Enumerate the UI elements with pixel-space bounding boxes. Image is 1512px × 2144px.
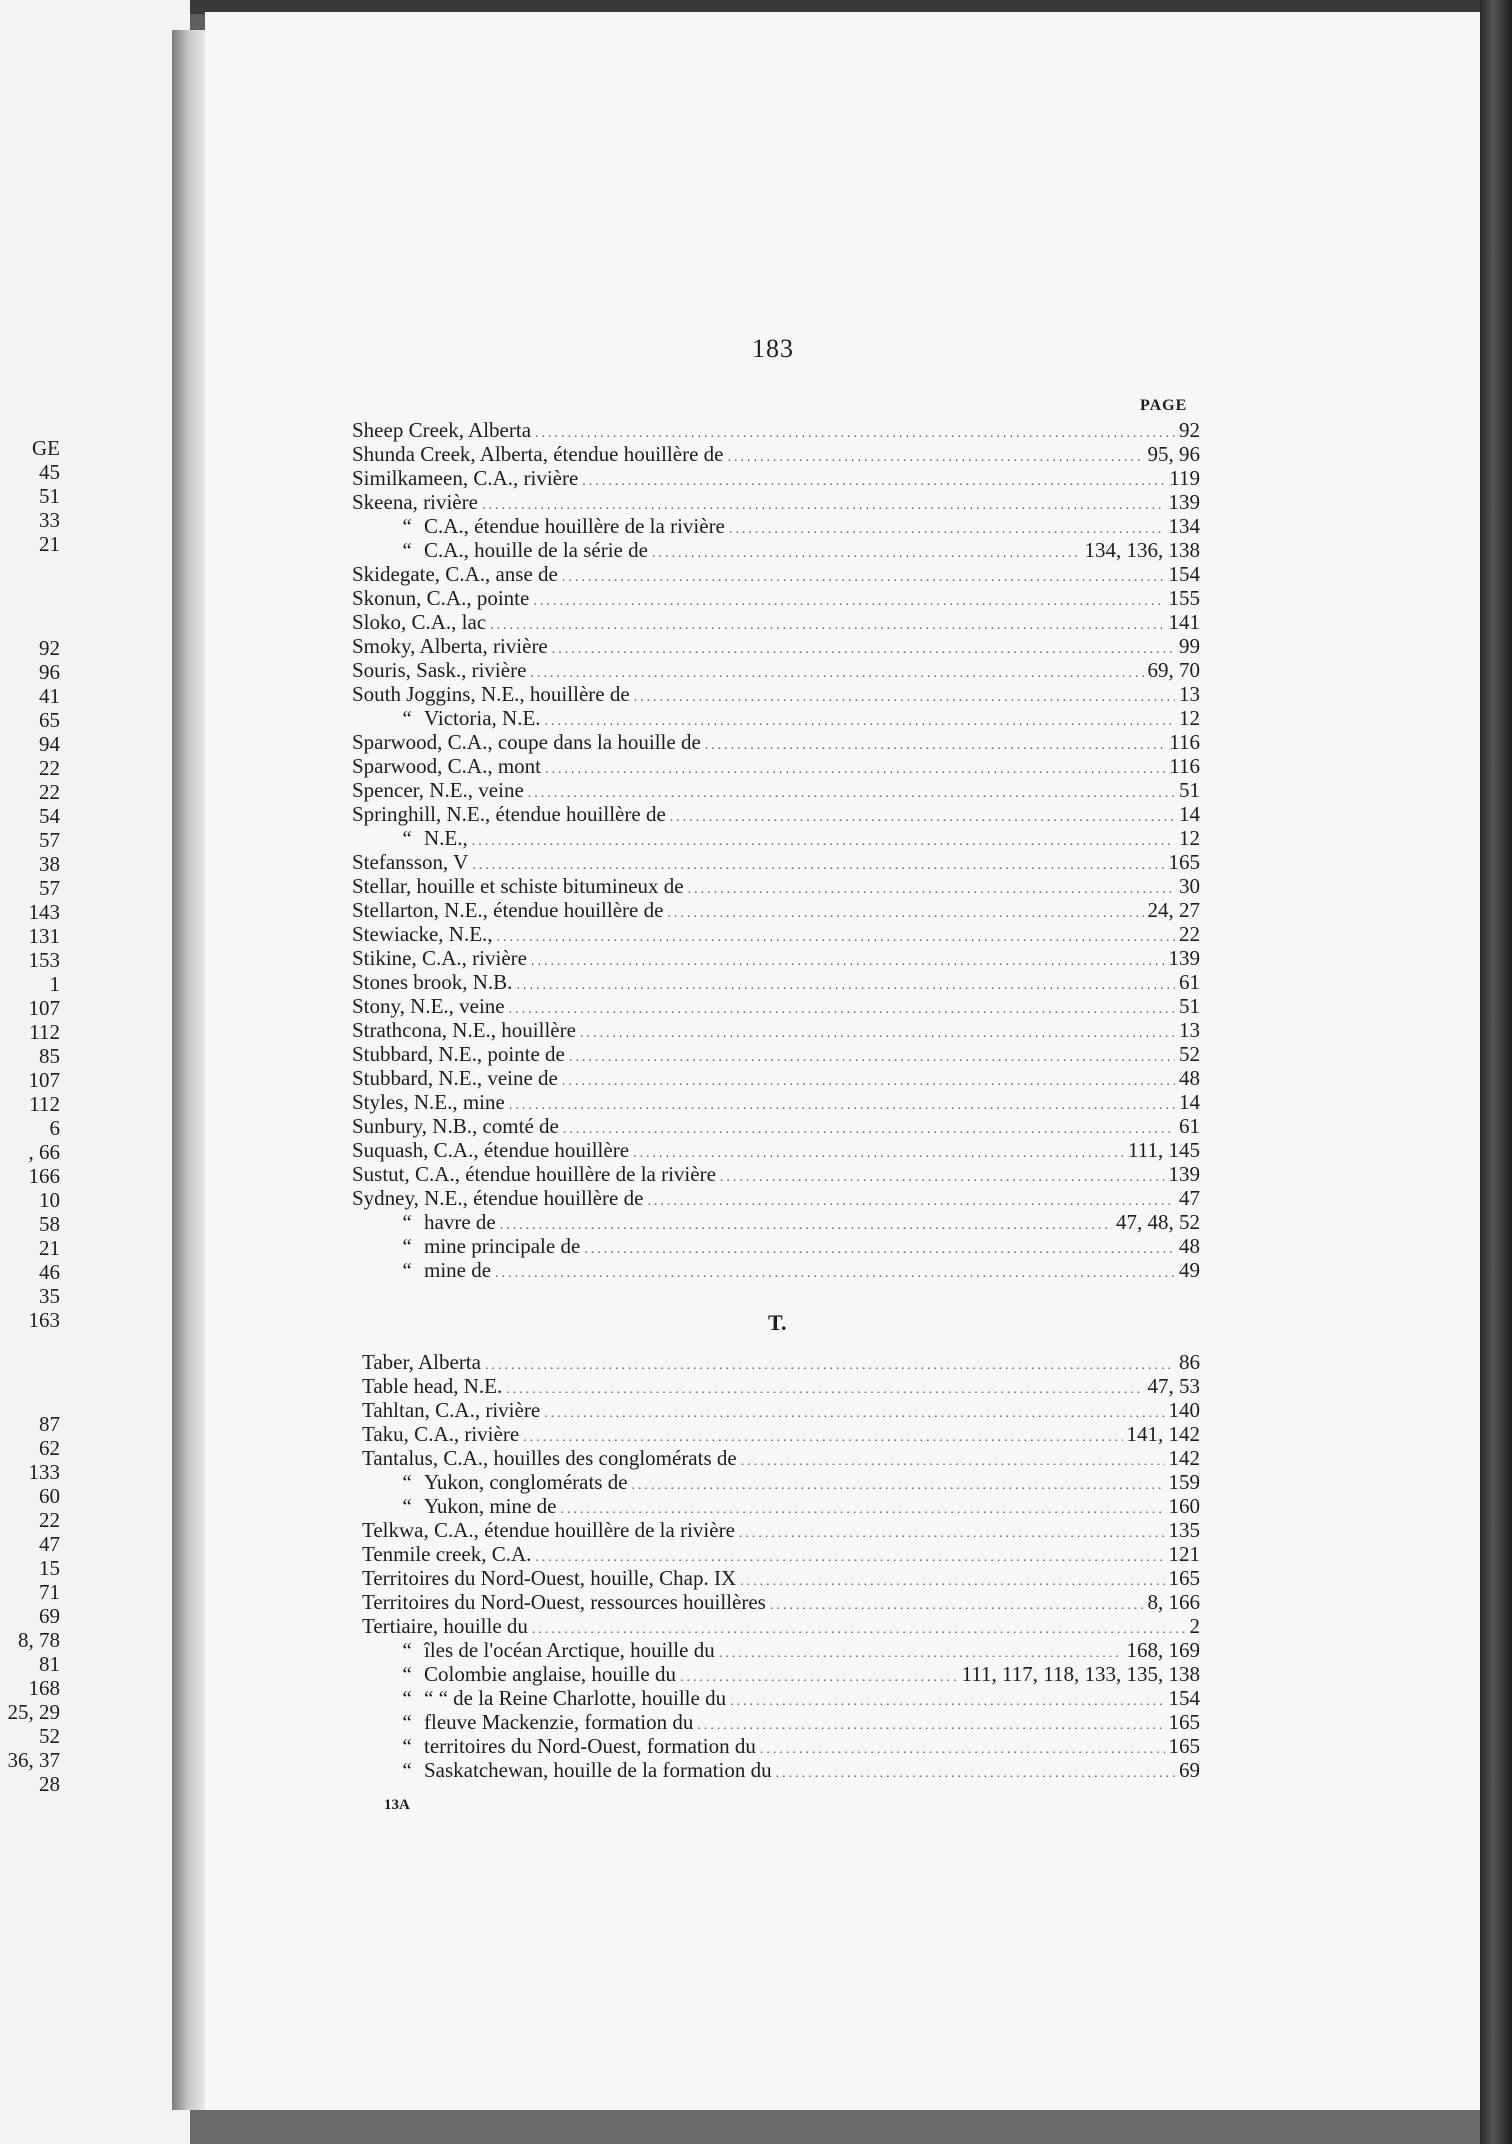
entry-text: Skeena, rivière [352, 490, 478, 514]
index-entry [352, 874, 1200, 898]
left-page-number: 15 [39, 1556, 60, 1580]
index-entry [362, 1374, 1200, 1398]
page-number: 183 [752, 334, 794, 363]
index-entry [352, 1114, 1200, 1138]
index-entry-pages: 141 [1168, 610, 1200, 634]
index-entry-pages: 14 [1179, 1090, 1200, 1114]
left-page-number: 35 [39, 1284, 60, 1308]
index-entry-pages: 141, 142 [1126, 1422, 1200, 1446]
ditto-mark: “ [402, 1470, 412, 1494]
index-entry [390, 1494, 1200, 1518]
index-entry [352, 994, 1200, 1018]
index-entry-pages: 134, 136, 138 [1084, 538, 1200, 562]
index-entry [352, 562, 1200, 586]
index-entry-pages: 165 [1168, 1734, 1200, 1758]
scan-edge [1480, 0, 1512, 2144]
index-entry-pages: 92 [1179, 418, 1200, 442]
ditto-mark: “ [402, 1234, 412, 1258]
entry-text: Tertiaire, houille du [362, 1614, 528, 1638]
index-entry-pages: 165 [1168, 1710, 1200, 1734]
index-entry-label [390, 514, 725, 538]
left-page-number: 133 [28, 1460, 60, 1484]
left-page-number: 21 [39, 1236, 60, 1260]
index-entry-label [362, 1350, 481, 1374]
left-page-number: 22 [39, 1508, 60, 1532]
entry-text: Souris, Sask., rivière [352, 658, 527, 682]
index-entry [352, 1042, 1200, 1066]
entry-text: îles de l'océan Arctique, houille du [424, 1638, 715, 1662]
index-entry-label [390, 826, 468, 850]
index-entry-label [352, 970, 512, 994]
index-entry [390, 1710, 1200, 1734]
index-entry-label [352, 1162, 716, 1186]
left-page-number: 81 [39, 1652, 60, 1676]
index-entry [352, 1162, 1200, 1186]
ditto-mark: “ [402, 514, 412, 538]
entry-text: Sheep Creek, Alberta [352, 418, 532, 442]
ditto-mark: “ [402, 1734, 412, 1758]
index-entry-label [390, 1258, 491, 1282]
index-entry [390, 538, 1200, 562]
entry-text: Tahltan, C.A., rivière [362, 1398, 541, 1422]
entry-text: Sydney, N.E., étendue houillère de [352, 1186, 644, 1210]
left-page-number: 36, 37 [7, 1748, 60, 1772]
left-page-number: GE [32, 436, 60, 460]
left-page-number: 62 [39, 1436, 60, 1460]
index-entry [362, 1350, 1200, 1374]
entry-text: C.A., houille de la série de [424, 538, 648, 562]
entry-text: Stefansson, V [352, 850, 469, 874]
index-entry-pages: 14 [1179, 802, 1200, 826]
index-entry-label [352, 946, 527, 970]
index-entry-pages: 168, 169 [1126, 1638, 1200, 1662]
index-entry-label [362, 1614, 528, 1638]
index-entry-label [362, 1542, 531, 1566]
index-entry-label [362, 1518, 735, 1542]
index-entry-label [352, 730, 701, 754]
left-page-number: 46 [39, 1260, 60, 1284]
dot-leader [776, 1762, 1175, 1786]
index-entry-label [352, 778, 524, 802]
index-entry-label [352, 490, 478, 514]
index-entry-label [352, 850, 468, 874]
left-page-number: 92 [39, 636, 60, 660]
entry-text: Skidegate, C.A., anse de [352, 562, 558, 586]
index-entry-pages: 22 [1179, 922, 1200, 946]
left-page-number: , 66 [28, 1140, 60, 1164]
index-entry-label [352, 1066, 558, 1090]
entry-text: Yukon, conglomérats de [424, 1470, 628, 1494]
index-entry [352, 658, 1200, 682]
index-entry-pages: 52 [1179, 1042, 1200, 1066]
index-entry-pages: 51 [1179, 778, 1200, 802]
entry-text: South Joggins, N.E., houillère de [352, 682, 630, 706]
entry-text: Stikine, C.A., rivière [352, 946, 527, 970]
entry-text: Sparwood, C.A., coupe dans la houille de [352, 730, 701, 754]
index-entry-pages: 61 [1179, 1114, 1200, 1138]
index-entry-label [390, 1470, 628, 1494]
index-entry-label [352, 610, 486, 634]
index-entry-pages: 2 [1189, 1614, 1200, 1638]
left-page-number: 22 [39, 756, 60, 780]
entry-text: Territoires du Nord-Ouest, ressources houillères [362, 1590, 766, 1614]
index-entry-label [390, 1234, 580, 1258]
index-entry-pages: 47 [1179, 1186, 1200, 1210]
index-entry-pages: 12 [1179, 826, 1200, 850]
index-entry [390, 1686, 1200, 1710]
entry-text: fleuve Mackenzie, formation du [424, 1710, 694, 1734]
index-entry-pages: 47, 48, 52 [1116, 1210, 1200, 1234]
index-entry [352, 682, 1200, 706]
index-entry [390, 1662, 1200, 1686]
left-page-number: 87 [39, 1412, 60, 1436]
index-entry [352, 634, 1200, 658]
index-entry [352, 1186, 1200, 1210]
ditto-mark: “ [402, 1638, 412, 1662]
entry-text: Stubbard, N.E., veine de [352, 1066, 558, 1090]
index-entry-pages: 111, 117, 118, 133, 135, 138 [961, 1662, 1200, 1686]
index-entry [352, 778, 1200, 802]
ditto-mark: “ [402, 538, 412, 562]
index-entry-pages: 48 [1179, 1234, 1200, 1258]
entry-text: Saskatchewan, houille de la formation du [424, 1758, 772, 1782]
index-entry [352, 754, 1200, 778]
index-entry [390, 1210, 1200, 1234]
index-entry-label [352, 1186, 643, 1210]
left-page-number: 52 [39, 1724, 60, 1748]
index-entry [352, 586, 1200, 610]
index-entry-pages: 159 [1168, 1470, 1200, 1494]
index-entry-label [352, 754, 541, 778]
index-entry-label [390, 1758, 772, 1782]
index-entry-label [362, 1566, 736, 1590]
index-entry-pages: 139 [1168, 490, 1200, 514]
index-entry-pages: 99 [1179, 634, 1200, 658]
entry-text: Colombie anglaise, houille du [424, 1662, 676, 1686]
index-entry [352, 922, 1200, 946]
index-entry-label [352, 1090, 505, 1114]
index-entry [362, 1590, 1200, 1614]
index-entry [352, 490, 1200, 514]
index-entry [352, 610, 1200, 634]
entry-text: “ “ de la Reine Charlotte, houille du [424, 1686, 727, 1710]
index-entry-label [352, 658, 526, 682]
index-entry-label [352, 994, 505, 1018]
index-entry [362, 1614, 1200, 1638]
page-column-header: PAGE [1140, 397, 1188, 414]
index-entry-label [352, 874, 684, 898]
index-entry [352, 802, 1200, 826]
entry-text: mine de [424, 1258, 492, 1282]
index-entry-label [352, 922, 493, 946]
index-entry-label [362, 1446, 737, 1470]
entry-text: Tenmile creek, C.A. [362, 1542, 532, 1566]
index-entry [390, 514, 1200, 538]
entry-text: mine principale de [424, 1234, 581, 1258]
left-page-number: 57 [39, 828, 60, 852]
index-entry [362, 1518, 1200, 1542]
left-page-number: 28 [39, 1772, 60, 1796]
ditto-mark: “ [402, 1758, 412, 1782]
index-entry [390, 1758, 1200, 1782]
index-entry [362, 1398, 1200, 1422]
index-entry-pages: 165 [1168, 1566, 1200, 1590]
index-entry-pages: 154 [1168, 562, 1200, 586]
left-page-number: 96 [39, 660, 60, 684]
index-entry-label [390, 1638, 715, 1662]
index-entry-pages: 49 [1179, 1258, 1200, 1282]
index-entry [352, 1090, 1200, 1114]
index-entry-label [362, 1422, 519, 1446]
index-entry-pages: 8, 166 [1147, 1590, 1200, 1614]
index-entry-pages: 135 [1168, 1518, 1200, 1542]
entry-text: Suquash, C.A., étendue houillère [352, 1138, 630, 1162]
index-entry-pages: 119 [1169, 466, 1200, 490]
left-page-number: 71 [39, 1580, 60, 1604]
index-entry [390, 1234, 1200, 1258]
index-entry-label [390, 1686, 726, 1710]
index-entry [352, 898, 1200, 922]
index-entry-label [390, 1734, 756, 1758]
index-entry-pages: 30 [1179, 874, 1200, 898]
left-page-number: 112 [29, 1020, 60, 1044]
index-entry-pages: 139 [1168, 1162, 1200, 1186]
index-entry-label [352, 802, 666, 826]
entry-text: N.E., [424, 826, 468, 850]
index-entry [362, 1446, 1200, 1470]
left-page-number: 163 [28, 1308, 60, 1332]
index-entry [352, 442, 1200, 466]
index-entry [362, 1422, 1200, 1446]
index-entry-label [390, 1662, 676, 1686]
index-entry-pages: 13 [1179, 682, 1200, 706]
scan-bottom [190, 2110, 1480, 2144]
index-entry-pages: 155 [1168, 586, 1200, 610]
entry-text: Similkameen, C.A., rivière [352, 466, 579, 490]
left-page-number: 168 [28, 1676, 60, 1700]
left-page-number: 47 [39, 1532, 60, 1556]
index-entry-pages: 160 [1168, 1494, 1200, 1518]
index-entry [390, 1638, 1200, 1662]
index-entry-label [352, 1138, 629, 1162]
index-entry-pages: 134 [1168, 514, 1200, 538]
index-entry [352, 418, 1200, 442]
entry-text: Taku, C.A., rivière [362, 1422, 520, 1446]
ditto-mark: “ [402, 1662, 412, 1686]
entry-text: Stubbard, N.E., pointe de [352, 1042, 565, 1066]
index-entry [352, 730, 1200, 754]
left-page-number: 57 [39, 876, 60, 900]
left-page-number: 33 [39, 508, 60, 532]
left-page-number: 1 [49, 972, 60, 996]
entry-text: Victoria, N.E. [424, 706, 541, 730]
left-page-number: 41 [39, 684, 60, 708]
entry-text: Sparwood, C.A., mont [352, 754, 541, 778]
index-entry-pages: 140 [1168, 1398, 1200, 1422]
entry-text: Table head, N.E. [362, 1374, 503, 1398]
entry-text: Stewiacke, N.E., [352, 922, 493, 946]
index-entry [352, 466, 1200, 490]
entry-text: Taber, Alberta [362, 1350, 481, 1374]
entry-text: territoires du Nord-Ouest, formation du [424, 1734, 756, 1758]
entry-text: Stony, N.E., veine [352, 994, 505, 1018]
index-entry [390, 826, 1200, 850]
index-entry-pages: 116 [1169, 730, 1200, 754]
index-entry [390, 706, 1200, 730]
index-entry-label [390, 1710, 693, 1734]
index-entry-label [352, 466, 578, 490]
index-entry-pages: 165 [1168, 850, 1200, 874]
left-page-number: 166 [28, 1164, 60, 1188]
index-entry-pages: 51 [1179, 994, 1200, 1018]
index-entry-label [352, 442, 723, 466]
index-entry-pages: 154 [1168, 1686, 1200, 1710]
index-entry-pages: 48 [1179, 1066, 1200, 1090]
index-entry [390, 1258, 1200, 1282]
entry-text: Smoky, Alberta, rivière [352, 634, 548, 658]
ditto-mark: “ [402, 1210, 412, 1234]
left-page-number: 8, 78 [18, 1628, 60, 1652]
index-entry-pages: 111, 145 [1128, 1138, 1200, 1162]
left-page-number: 94 [39, 732, 60, 756]
entry-text: Springhill, N.E., étendue houillère de [352, 802, 666, 826]
left-page-number: 131 [28, 924, 60, 948]
entry-text: Styles, N.E., mine [352, 1090, 505, 1114]
index-entry-pages: 12 [1179, 706, 1200, 730]
index-entry [352, 850, 1200, 874]
entry-text: C.A., étendue houillère de la rivière [424, 514, 725, 538]
index-entry-pages: 47, 53 [1147, 1374, 1200, 1398]
entry-text: Shunda Creek, Alberta, étendue houillère de [352, 442, 724, 466]
index-entry [362, 1542, 1200, 1566]
entry-text: Sunbury, N.B., comté de [352, 1114, 559, 1138]
section-letter-t: T. [768, 1310, 787, 1335]
index-entry-pages: 24, 27 [1147, 898, 1200, 922]
index-entry-pages: 95, 96 [1147, 442, 1200, 466]
entry-text: Spencer, N.E., veine [352, 778, 524, 802]
entry-text: Telkwa, C.A., étendue houillère de la rivière [362, 1518, 735, 1542]
index-entry-label [362, 1398, 540, 1422]
left-page-number: 25, 29 [7, 1700, 60, 1724]
left-page-number: 58 [39, 1212, 60, 1236]
left-page-number: 54 [39, 804, 60, 828]
entry-text: Stellarton, N.E., étendue houillère de [352, 898, 664, 922]
index-entry-label [352, 1018, 576, 1042]
index-entry-label [362, 1590, 766, 1614]
left-page-number: 112 [29, 1092, 60, 1116]
index-entry-label [352, 634, 548, 658]
left-page-number: 69 [39, 1604, 60, 1628]
left-facing-page [0, 0, 190, 2144]
entry-text: Skonun, C.A., pointe [352, 586, 530, 610]
index-entry [362, 1566, 1200, 1590]
left-page-number: 153 [28, 948, 60, 972]
index-entry-label [390, 1210, 496, 1234]
entry-text: havre de [424, 1210, 496, 1234]
index-entry-pages: 116 [1169, 754, 1200, 778]
index-entry-label [352, 1042, 565, 1066]
signature-mark: 13A [384, 1797, 410, 1813]
index-entry-label [352, 418, 531, 442]
index-entry-label [352, 586, 529, 610]
index-entry [390, 1734, 1200, 1758]
entry-text: Strathcona, N.E., houillère [352, 1018, 576, 1042]
index-entry-label [352, 1114, 559, 1138]
ditto-mark: “ [402, 1258, 412, 1282]
entry-text: Sustut, C.A., étendue houillère de la rivière [352, 1162, 716, 1186]
index-entry-label [362, 1374, 502, 1398]
left-page-number: 10 [39, 1188, 60, 1212]
entry-text: Stones brook, N.B. [352, 970, 513, 994]
entry-text: Territoires du Nord-Ouest, houille, Chap. IX [362, 1566, 737, 1590]
ditto-mark: “ [402, 1686, 412, 1710]
left-page-number: 143 [28, 900, 60, 924]
index-entry [352, 1066, 1200, 1090]
ditto-mark: “ [402, 1494, 412, 1518]
ditto-mark: “ [402, 1710, 412, 1734]
index-entry-label [390, 538, 648, 562]
index-entry [352, 1018, 1200, 1042]
left-page-number: 22 [39, 780, 60, 804]
index-entry [352, 1138, 1200, 1162]
index-entry [352, 970, 1200, 994]
index-entry-pages: 86 [1179, 1350, 1200, 1374]
entry-text: Yukon, mine de [424, 1494, 557, 1518]
left-page-number: 6 [49, 1116, 60, 1140]
ditto-mark: “ [402, 706, 412, 730]
left-page-number: 38 [39, 852, 60, 876]
index-entry-label [390, 1494, 556, 1518]
left-page-number: 85 [39, 1044, 60, 1068]
left-page-number: 65 [39, 708, 60, 732]
index-entry-pages: 142 [1168, 1446, 1200, 1470]
index-entry [352, 946, 1200, 970]
index-entry-pages: 61 [1179, 970, 1200, 994]
index-entry-pages: 13 [1179, 1018, 1200, 1042]
left-page-number: 21 [39, 532, 60, 556]
index-entry-pages: 139 [1168, 946, 1200, 970]
index-entry-pages: 121 [1168, 1542, 1200, 1566]
left-page-number: 51 [39, 484, 60, 508]
left-page-number: 45 [39, 460, 60, 484]
left-page-number: 107 [28, 1068, 60, 1092]
index-entry-pages: 69, 70 [1147, 658, 1200, 682]
index-entry-pages: 69 [1179, 1758, 1200, 1782]
entry-text: Sloko, C.A., lac [352, 610, 487, 634]
left-page-number: 60 [39, 1484, 60, 1508]
index-entry [390, 1470, 1200, 1494]
index-entry-label [352, 898, 663, 922]
ditto-mark: “ [402, 826, 412, 850]
index-entry-label [352, 682, 630, 706]
dot-leader [495, 1262, 1175, 1286]
index-entry-label [352, 562, 558, 586]
left-page-number: 107 [28, 996, 60, 1020]
index-entry-label [390, 706, 541, 730]
entry-text: Tantalus, C.A., houilles des conglomérats de [362, 1446, 737, 1470]
entry-text: Stellar, houille et schiste bitumineux de [352, 874, 684, 898]
